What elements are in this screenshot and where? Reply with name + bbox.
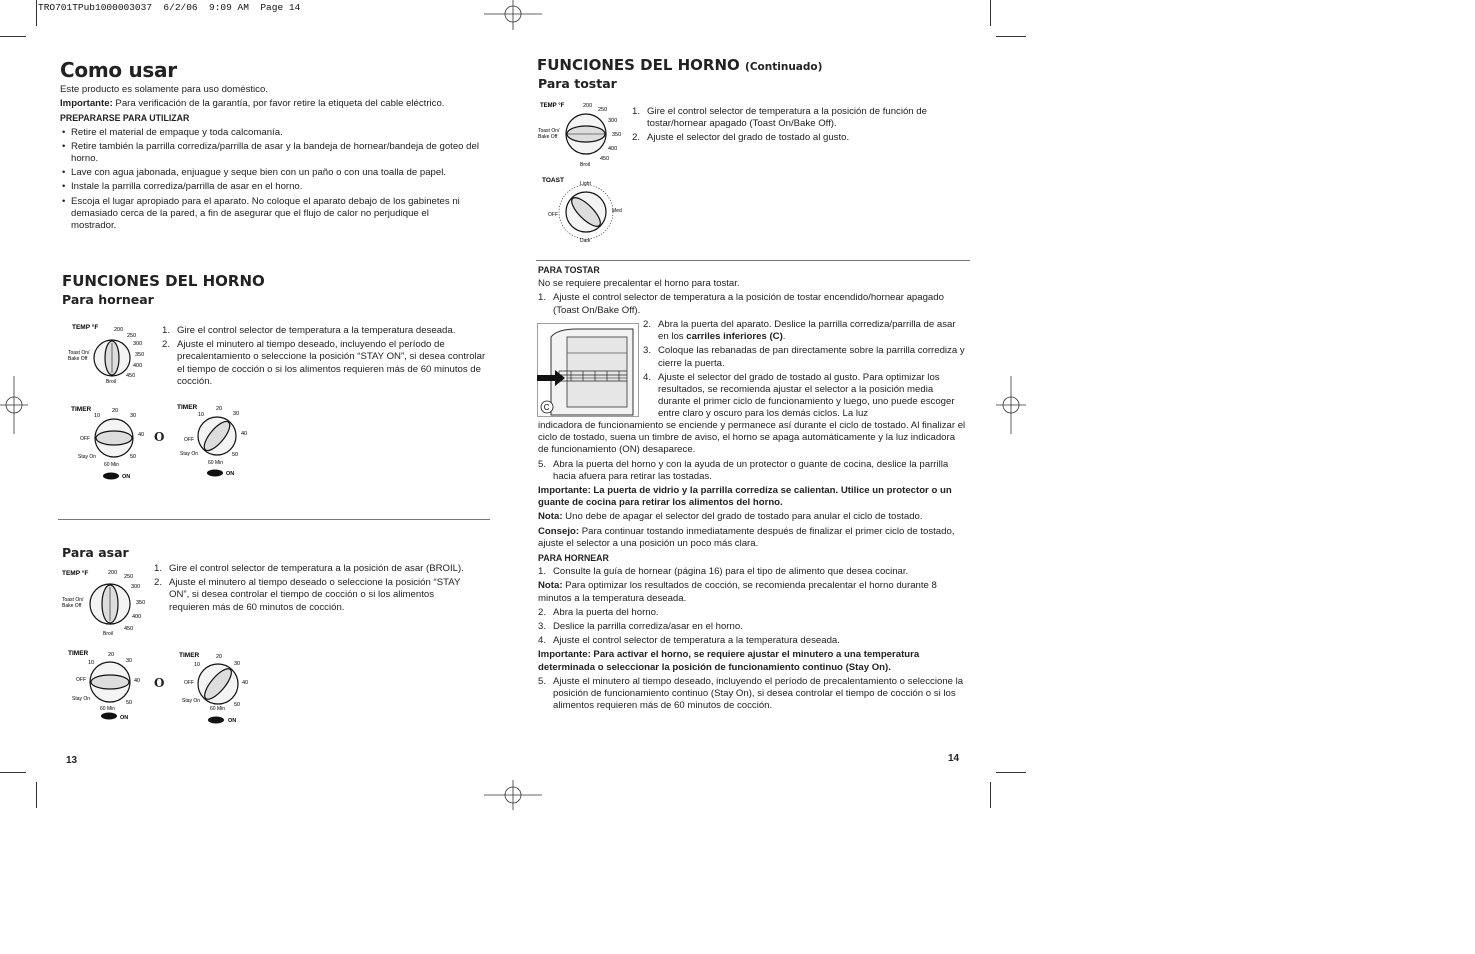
svg-text:40: 40 <box>138 432 145 438</box>
svg-text:ON: ON <box>122 474 131 480</box>
registration-mark-left <box>0 376 28 434</box>
svg-text:TIMER: TIMER <box>68 650 89 657</box>
svg-text:300: 300 <box>133 341 143 347</box>
page-number-left: 13 <box>66 755 78 766</box>
crop-mark <box>36 0 37 26</box>
warning-timer: Importante: Para activar el horno, se requiere ajustar el minutero a una temperatura determinada o seleccionar la posición de funcionamiento continuo (Stay On). <box>538 649 920 673</box>
svg-text:Toast On/: Toast On/ <box>62 597 84 603</box>
dial-temp-label: TEMP °F <box>72 324 99 331</box>
page-number-right: 14 <box>948 753 960 764</box>
svg-text:50: 50 <box>234 702 241 708</box>
crop-mark <box>990 782 991 808</box>
svg-text:40: 40 <box>242 680 249 686</box>
bake-steps <box>162 325 487 390</box>
list-item: 1. Gire el control selector de temperatura a la posición de asar (BROIL). <box>154 563 464 574</box>
svg-text:400: 400 <box>608 146 618 152</box>
svg-text:Stay On: Stay On <box>72 696 91 702</box>
list-item: 3. Coloque las rebanadas de pan directamente sobre la parrilla corrediza y cierre la puerta. <box>643 345 965 369</box>
svg-text:OFF: OFF <box>184 437 194 443</box>
svg-text:TIMER: TIMER <box>177 404 198 411</box>
svg-text:20: 20 <box>216 406 223 412</box>
svg-text:Toast On/: Toast On/ <box>68 350 90 356</box>
list-item: • Lave con agua jabonada, enjuague y seque bien con un paño o con una toalla de papel. <box>60 167 492 179</box>
svg-text:30: 30 <box>126 658 133 664</box>
svg-text:450: 450 <box>124 626 134 632</box>
list-item: 4. Ajuste el selector del grado de tostado al gusto. Para optimizar los resultados, se recomienda ajustar el selector a la posición media durante el primer ciclo de funcionamiento y luego, uno puede escoger entre claro y oscuro para los demás ciclos. La luz <box>643 371 955 420</box>
toast-detail-block <box>538 264 968 319</box>
svg-text:50: 50 <box>232 452 239 458</box>
svg-text:450: 450 <box>600 156 610 162</box>
svg-text:20: 20 <box>112 408 119 414</box>
list-item: 2. Abra la puerta del horno. <box>538 606 659 618</box>
continued-label: (Continuado) <box>745 61 823 73</box>
timer-dial-illustration <box>64 644 154 726</box>
svg-text:250: 250 <box>124 574 134 580</box>
list-item: • Escoja el lugar apropiado para el aparato. No coloque el aparato debajo de los gabinetes ni demasiado cerca de la pared, a fin de asegurar que el flujo de calor no perjudique el mostrador. <box>60 196 492 233</box>
toast-heading: Para tostar <box>538 76 617 91</box>
toast-dial-illustration <box>538 172 630 250</box>
crop-mark <box>996 36 1026 37</box>
toast-intro: No se requiere precalentar el horno para tostar. <box>538 278 740 290</box>
svg-text:20: 20 <box>108 652 115 658</box>
list-item: 1. Gire el control selector de temperatura a la temperatura deseada. <box>162 325 456 336</box>
svg-text:ON: ON <box>120 715 129 721</box>
svg-text:300: 300 <box>608 118 618 124</box>
svg-text:250: 250 <box>598 107 608 113</box>
important-text: Para verificación de la garantía, por favor retire la etiqueta del cable eléctrico. <box>112 98 445 110</box>
registration-mark-top <box>484 0 542 30</box>
list-item: 1. Ajuste el control selector de temperatura a la posición de tostar encendido/hornear apagado (Toast On/Bake Off). <box>538 292 944 316</box>
list-item: 5. Abra la puerta del horno y con la ayuda de un protector o guante de cocina, deslice la parrilla hacia afuera para retirar las tostadas. <box>538 458 949 482</box>
prep-list <box>60 127 492 233</box>
svg-text:20: 20 <box>216 654 223 660</box>
svg-text:10: 10 <box>198 412 205 418</box>
svg-text:30: 30 <box>233 411 240 417</box>
toast-steps <box>632 106 964 147</box>
toast-detail-steps <box>643 319 965 421</box>
svg-text:200: 200 <box>583 103 593 109</box>
list-item: 5. Ajuste el minutero al tiempo deseado, incluyendo el período de precalentamiento o seleccione la posición de funcionamiento continuo (Stay On), si desea controlar el tiempo de cocción o si los alimentos requieren más de 60 minutos de cocción. <box>538 675 964 712</box>
toast-detail-4-continued: indicadora de funcionamiento se enciende y permanece así durante el ciclo de tostado. Al finalizar el ciclo de tostado, suena un timbre de aviso, el horno se apaga automáticamente y la luz indicadora de funcionamiento (ON) desaparece. <box>538 420 966 456</box>
crop-mark <box>0 36 26 37</box>
note-text: Nota: Uno debe de apagar el selector del grado de tostado para anular el ciclo de tostado. <box>538 511 923 523</box>
svg-text:250: 250 <box>127 333 137 339</box>
svg-text:TEMP °F: TEMP °F <box>540 103 565 109</box>
svg-text:350: 350 <box>135 352 145 358</box>
svg-text:40: 40 <box>241 431 248 437</box>
list-item: 1. Gire el control selector de temperatura a la posición de función de tostar/hornear apagado (Toast On/Bake Off). <box>632 106 927 130</box>
svg-text:60 Min: 60 Min <box>208 460 224 466</box>
list-item: 2. Abra la puerta del aparato. Deslice la parrilla corrediza/parrilla de asar en los carriles inferiores (C). <box>643 319 956 343</box>
svg-text:10: 10 <box>94 413 101 419</box>
svg-text:TOAST: TOAST <box>542 177 564 184</box>
intro-text: Este producto es solamente para uso doméstico. <box>60 84 268 95</box>
functions-continued-heading: FUNCIONES DEL HORNO (Continuado) <box>537 56 823 74</box>
temperature-dial-illustration <box>536 98 628 170</box>
broil-steps <box>154 563 474 616</box>
important-label: Importante: <box>60 98 113 110</box>
bake-caps-heading: PARA HORNEAR <box>538 553 609 564</box>
svg-text:OFF: OFF <box>76 677 86 683</box>
list-item: 4. Ajuste el control selector de temperatura a la temperatura deseada. <box>538 635 840 647</box>
bake-heading: Para hornear <box>62 292 154 307</box>
list-item: 3. Deslice la parrilla corrediza/asar en el horno. <box>538 621 743 633</box>
svg-text:60 Min: 60 Min <box>210 706 226 712</box>
svg-text:ON: ON <box>228 718 237 724</box>
svg-text:Toast On/: Toast On/ <box>538 128 560 134</box>
timer-dial-illustration <box>176 646 266 728</box>
svg-text:TIMER: TIMER <box>71 406 92 413</box>
svg-text:40: 40 <box>134 678 141 684</box>
list-item: 2. Ajuste el minutero al tiempo deseado, incluyendo el período de precalentamiento o seleccione la posición “STAY ON”, si desea controlar el tiempo de cocción o si los alimentos requieren más de 60 minutos de cocción. <box>162 339 486 387</box>
timer-dial-illustration <box>66 400 156 482</box>
svg-text:TIMER: TIMER <box>179 652 200 659</box>
list-item: 2. Ajuste el selector del grado de tostado al gusto. <box>632 132 850 144</box>
svg-text:Bake Off: Bake Off <box>538 134 558 140</box>
section-divider <box>536 260 970 261</box>
tip-text: Consejo: Para continuar tostando inmediatamente después de finalizar el primer ciclo de tostado, ajuste el selector a una posición un poco más clara. <box>538 525 955 549</box>
svg-text:Broil: Broil <box>106 379 117 385</box>
svg-text:Stay On: Stay On <box>78 454 97 460</box>
svg-text:Med: Med <box>612 208 622 214</box>
crop-mark <box>0 772 26 773</box>
svg-text:50: 50 <box>126 700 133 706</box>
list-item: • Retire el material de empaque y toda calcomanía. <box>60 127 492 139</box>
important-note <box>60 98 492 110</box>
functions-heading: FUNCIONES DEL HORNO <box>62 272 265 290</box>
svg-text:60 Min: 60 Min <box>100 706 116 712</box>
svg-text:30: 30 <box>234 661 241 667</box>
crop-mark <box>990 0 991 26</box>
svg-text:350: 350 <box>612 132 622 138</box>
crop-mark <box>996 772 1026 773</box>
svg-text:Broil: Broil <box>580 162 591 168</box>
svg-text:350: 350 <box>136 600 146 606</box>
temperature-dial-illustration <box>66 318 156 388</box>
svg-text:OFF: OFF <box>548 212 558 218</box>
svg-text:Dark: Dark <box>580 238 591 244</box>
registration-mark-right <box>996 376 1026 434</box>
svg-text:Stay On: Stay On <box>182 698 201 704</box>
svg-text:200: 200 <box>108 570 118 576</box>
print-slug: TRO701TPub1000003037 6/2/06 9:09 AM Page 14 <box>38 2 301 13</box>
svg-text:400: 400 <box>132 614 142 620</box>
list-item: 2. Ajuste el minutero al tiempo deseado o seleccione la posición “STAY ON”, si desea controlar el tiempo de cocción o si los alimentos requieren más de 60 minutos de cocción. <box>154 577 461 613</box>
svg-text:Bake Off: Bake Off <box>62 603 82 609</box>
timer-dial-illustration <box>172 398 262 480</box>
svg-text:OFF: OFF <box>80 436 90 442</box>
svg-text:10: 10 <box>194 662 201 668</box>
page-title: Como usar <box>60 58 177 82</box>
toast-detail-continued <box>538 420 968 714</box>
crop-mark <box>36 782 37 808</box>
warning-glass-door: Importante: La puerta de vidrio y la parrilla corrediza se calientan. Utilice un protector o un guante de cocina para retirar los alimentos del horno. <box>538 485 952 509</box>
broil-heading: Para asar <box>62 545 129 560</box>
svg-text:Stay On: Stay On <box>180 451 199 457</box>
or-label: O <box>154 430 165 444</box>
intro-block <box>60 84 492 234</box>
svg-text:ON: ON <box>226 471 235 477</box>
svg-text:OFF: OFF <box>184 680 194 686</box>
svg-text:200: 200 <box>114 327 124 333</box>
or-label: O <box>154 676 165 690</box>
registration-mark-bottom <box>484 780 542 810</box>
svg-text:450: 450 <box>126 373 136 379</box>
svg-text:Light: Light <box>580 181 591 187</box>
section-divider <box>58 519 490 520</box>
svg-text:400: 400 <box>133 363 143 369</box>
rail-c-label: C <box>543 403 550 412</box>
svg-text:50: 50 <box>130 454 137 460</box>
bake-note: Nota: Para optimizar los resultados de cocción, se recomienda precalentar el horno durante 8 minutos a la temperatura deseada. <box>538 580 937 604</box>
prep-heading: PREPARARSE PARA UTILIZAR <box>60 113 190 124</box>
svg-text:300: 300 <box>131 584 141 590</box>
svg-text:30: 30 <box>130 413 137 419</box>
oven-rack-illustration <box>537 323 639 417</box>
svg-text:Broil: Broil <box>103 631 114 637</box>
list-item: 1. Consulte la guía de hornear (página 16) para el tipo de alimento que desea cocinar. <box>538 566 909 578</box>
list-item: • Retire también la parrilla corrediza/parrilla de asar y la bandeja de hornear/bandeja de goteo del horno. <box>60 141 492 165</box>
list-item: • Instale la parrilla corrediza/parrilla de asar en el horno. <box>60 181 492 193</box>
svg-text:Bake Off: Bake Off <box>68 356 88 362</box>
svg-text:10: 10 <box>88 660 95 666</box>
toast-caps-heading: PARA TOSTAR <box>538 265 600 275</box>
svg-text:60 Min: 60 Min <box>104 462 120 468</box>
svg-text:TEMP °F: TEMP °F <box>62 570 89 577</box>
temperature-dial-illustration <box>60 564 152 638</box>
